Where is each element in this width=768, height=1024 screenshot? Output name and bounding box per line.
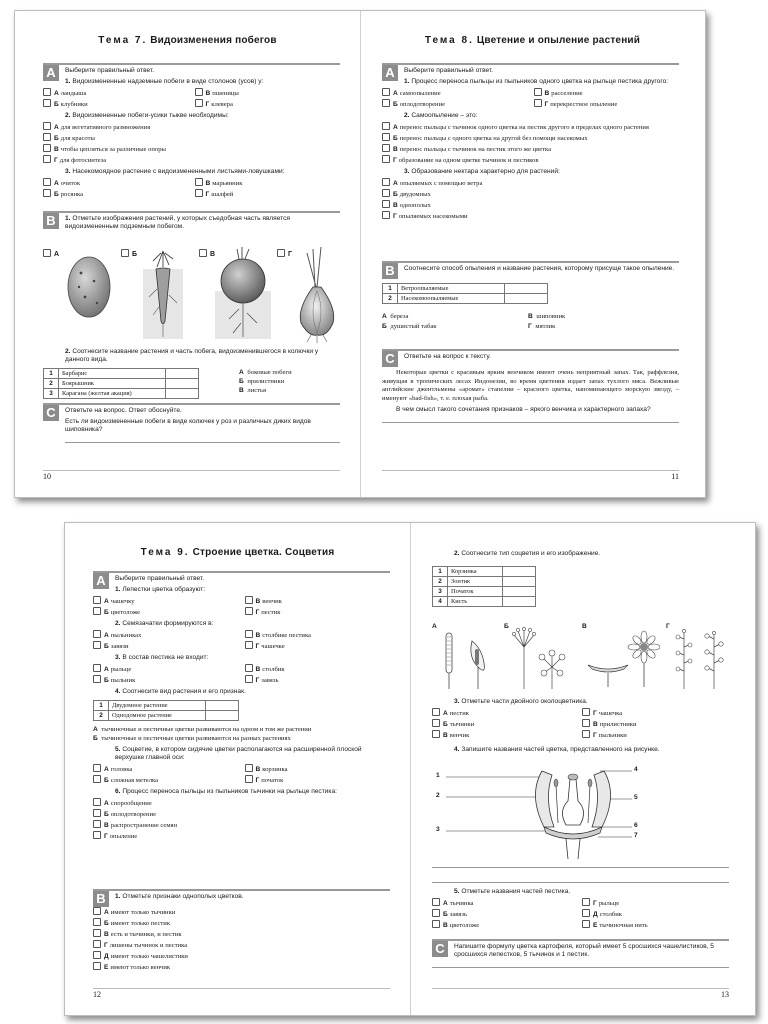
checkbox[interactable] <box>93 951 101 959</box>
checkbox[interactable] <box>93 764 101 772</box>
options-q1 <box>43 88 340 109</box>
checkbox[interactable] <box>93 962 101 970</box>
picture-label-g: Г <box>666 623 670 630</box>
option-a[interactable]: А опыляемых с помощью ветра <box>382 178 679 188</box>
option-b[interactable]: Б оплодотворение <box>382 99 528 109</box>
answer-b: Б тычиночные и пестичные цветки развиваются на разных растениях <box>93 735 291 742</box>
answer-cell[interactable] <box>503 587 536 597</box>
checkbox[interactable] <box>382 88 390 96</box>
checkbox[interactable] <box>93 918 101 926</box>
options-q2 <box>93 630 390 651</box>
question-1: 1. Отметьте изображения растений, у которых съедобная часть является видоизмененным подземным побегом. <box>65 215 290 230</box>
checkbox[interactable] <box>382 133 390 141</box>
option-g[interactable]: Г для фотосинтеза <box>43 155 340 165</box>
picture-label-a: А <box>432 623 437 630</box>
page-number: 11 <box>671 472 679 481</box>
table-row: 3 Початок <box>433 587 536 597</box>
option-v[interactable]: В венчик <box>245 596 391 606</box>
section-b <box>382 261 679 331</box>
answer-cell[interactable] <box>505 284 548 294</box>
option-g[interactable]: Г початок <box>245 775 391 785</box>
section-letter: C <box>43 405 59 421</box>
answer-a: А береза <box>382 313 409 320</box>
checkbox[interactable] <box>432 730 440 738</box>
option-g[interactable]: Г чашечка <box>582 708 729 718</box>
checkbox[interactable] <box>93 907 101 915</box>
answer-cell[interactable] <box>166 379 199 389</box>
options-q2 <box>382 122 679 165</box>
answer-list <box>93 725 390 743</box>
footer-rule <box>43 470 340 471</box>
table-row: 1 Корзинка <box>433 567 536 577</box>
option-a[interactable]: А ландыша <box>43 88 189 98</box>
checkbox[interactable] <box>382 99 390 107</box>
option-v[interactable]: В марьянник <box>195 178 341 188</box>
checkbox[interactable] <box>93 664 101 672</box>
option-b[interactable]: Б цветоложе <box>93 607 239 617</box>
option-a[interactable]: А спорообщение <box>93 798 390 808</box>
picture-option-a[interactable]: А <box>43 243 59 261</box>
checkbox[interactable] <box>199 249 207 257</box>
section-c <box>432 939 729 968</box>
flower-structure-picture <box>432 761 732 861</box>
option-v[interactable]: В чтобы цепляться за различные опоры <box>43 144 340 154</box>
checkbox[interactable] <box>382 155 390 163</box>
question-3: 3. Образование нектара характерно для растений: <box>404 168 560 175</box>
checkbox[interactable] <box>93 929 101 937</box>
reading-passage: Некоторые цветки с красивым ярким венчиком имеют очень неприятный запах. Так, раффлезия, живущая в тропических лесах Индонезии, во время цветения издает запах тухлого мяса. Вежливые английские джентльмены «аромат» стапелии – красного цветка, напоминающего морскую звезду, – именуют «bad-fish», т. е. плохая рыба. <box>382 369 679 402</box>
options-q3 <box>432 708 729 740</box>
option-v[interactable]: В однополых <box>382 200 679 210</box>
checkbox[interactable] <box>382 211 390 219</box>
section-letter: B <box>382 263 398 279</box>
checkbox[interactable] <box>195 99 203 107</box>
option-v[interactable]: В столбике пестика <box>245 630 391 640</box>
options-b1 <box>93 907 390 972</box>
option-g[interactable]: Г чашечке <box>245 641 391 651</box>
section-letter: A <box>382 65 398 81</box>
option-v[interactable]: В корзинка <box>245 764 391 774</box>
checkbox[interactable] <box>382 144 390 152</box>
checkbox[interactable] <box>195 189 203 197</box>
question-2: 2. Видоизмененные побеги-усики тыкве необходимы: <box>65 112 229 119</box>
table-row: 2 Боярышник <box>44 379 199 389</box>
workbook-spread-pages-10-11 <box>14 10 706 498</box>
question-2: 2. Соотнесите название растения и часть побега, видоизменившегося в колючки у данного вида. <box>65 348 319 363</box>
checkbox[interactable] <box>432 719 440 727</box>
question-3: 3. Насекомоядное растение с видоизмененными листьями-ловушками: <box>65 168 285 175</box>
option-a[interactable]: А головка <box>93 764 239 774</box>
question-1: 1. Процесс переноса пыльцы из пыльников одного цветка на рыльце пестика другого: <box>404 78 669 85</box>
answer-a: А боковые побеги <box>239 369 292 376</box>
checkbox[interactable] <box>582 909 590 917</box>
checkbox[interactable] <box>245 641 253 649</box>
question-1: 1. Лепестки цветка образуют: <box>115 586 206 593</box>
checkbox[interactable] <box>93 809 101 817</box>
options-q1 <box>93 596 390 617</box>
section-letter: C <box>432 941 448 957</box>
inflorescence-pictures <box>432 623 732 695</box>
section-c <box>382 349 679 423</box>
section-instruction: Выберите правильный ответ. <box>65 67 155 74</box>
part-label: 4 <box>634 766 638 773</box>
option-a[interactable]: А рыльце <box>93 664 239 674</box>
section-instruction: Ответьте на вопрос. Ответ обоснуйте. <box>65 407 182 414</box>
checkbox[interactable] <box>43 189 51 197</box>
checkbox[interactable] <box>432 708 440 716</box>
page-number: 12 <box>93 990 101 999</box>
option-v[interactable]: В распространение семян <box>93 820 390 830</box>
capitulum-picture <box>584 629 660 689</box>
option-g2[interactable]: Г пыльники <box>582 730 729 740</box>
picture-option-b[interactable]: Б <box>121 243 137 261</box>
checkbox[interactable] <box>93 775 101 783</box>
option-a[interactable]: А пыльниках <box>93 630 239 640</box>
answer-g: Г мятлик <box>528 323 556 330</box>
option-a[interactable]: А для вегетативного размножения <box>43 122 340 132</box>
checkbox[interactable] <box>93 641 101 649</box>
option-a[interactable]: А тычинка <box>432 898 576 908</box>
checkbox[interactable] <box>93 675 101 683</box>
checkbox[interactable] <box>245 607 253 615</box>
checkbox[interactable] <box>93 630 101 638</box>
checkbox[interactable] <box>534 99 542 107</box>
option-v[interactable]: В есть и тычинки, и пестик <box>93 929 390 939</box>
question-5: 5. Отметьте названия частей пестика. <box>454 888 571 895</box>
part-label: 5 <box>634 794 638 801</box>
section-a <box>93 571 390 841</box>
picture-label-b: Б <box>504 623 509 630</box>
section-instruction: Соотнесите способ опыления и название растения, которому присуще такое опыление. <box>404 265 675 272</box>
checkbox[interactable] <box>93 798 101 806</box>
option-a[interactable]: А имеют только тычинки <box>93 907 390 917</box>
answer-list <box>239 368 292 395</box>
checkbox[interactable] <box>582 898 590 906</box>
question-2-block <box>432 547 729 607</box>
option-b[interactable]: Б имеют только пестик <box>93 918 390 928</box>
checkbox[interactable] <box>432 898 440 906</box>
checkbox[interactable] <box>245 630 253 638</box>
question-2: 2. Самоопыление – это: <box>404 112 478 119</box>
options-q6 <box>93 798 390 841</box>
options-q3 <box>43 178 340 199</box>
option-b[interactable]: Б клубники <box>43 99 189 109</box>
option-v[interactable]: В столбик <box>245 664 391 674</box>
question-2: 2. Семязачатки формируются в: <box>115 620 214 627</box>
question-4: 4. Запишите названия частей цветка, представленного на рисунке. <box>454 746 660 753</box>
option-b[interactable]: Б завязи <box>93 641 239 651</box>
answer-lines <box>432 859 729 883</box>
answer-line[interactable] <box>432 859 729 868</box>
answer-line[interactable] <box>432 959 729 968</box>
page-10 <box>15 11 361 497</box>
checkbox[interactable] <box>582 730 590 738</box>
option-b[interactable]: Б двудомных <box>382 189 679 199</box>
option-g[interactable]: Г опыление <box>93 831 390 841</box>
checkbox[interactable] <box>43 178 51 186</box>
workbook-spread-pages-12-13 <box>64 522 756 1016</box>
table-row: 4 Кисть <box>433 597 536 607</box>
option-g[interactable]: Г рыльце <box>582 898 729 908</box>
part-label: 3 <box>436 826 440 833</box>
checkbox[interactable] <box>43 122 51 130</box>
answer-b: Б душистый табак <box>382 323 437 330</box>
option-v[interactable]: В цветоложе <box>432 920 576 930</box>
option-b[interactable]: Б сложная метелка <box>93 775 239 785</box>
answer-cell[interactable] <box>503 577 536 587</box>
option-b[interactable]: Б оплодотворение <box>93 809 390 819</box>
option-v[interactable]: В пшеницы <box>195 88 341 98</box>
answer-line[interactable] <box>65 434 340 443</box>
option-g[interactable]: Г шалфей <box>195 189 341 199</box>
option-b[interactable]: Б перенос пыльцы с одного цветка на другой без помощи насекомых <box>382 133 679 143</box>
checkbox[interactable] <box>245 664 253 672</box>
option-a[interactable]: А самоопыление <box>382 88 528 98</box>
question-4: 4. Соотнесите вид растения и его признак. <box>115 688 246 695</box>
question-3: 3. В состав пестика не входит: <box>115 654 209 661</box>
section-b <box>93 889 390 972</box>
checkbox[interactable] <box>382 189 390 197</box>
question-5-block <box>432 885 729 930</box>
section-instruction: Выберите правильный ответ. <box>404 67 494 74</box>
option-g[interactable]: Г завязь <box>245 675 391 685</box>
answer-cell[interactable] <box>166 389 199 399</box>
checkbox[interactable] <box>93 607 101 615</box>
raceme-picture <box>672 627 732 691</box>
section-letter: B <box>43 213 59 229</box>
footer-rule <box>93 988 390 989</box>
question-2: 2. Соотнесите тип соцветия и его изображение. <box>454 550 601 557</box>
answer-v: В шиповник <box>528 313 566 320</box>
table-row: 1 Барбарис <box>44 369 199 379</box>
matching-table <box>93 700 239 721</box>
section-letter: B <box>93 891 109 907</box>
option-b[interactable]: Б росянка <box>43 189 189 199</box>
option-b[interactable]: Б пыльник <box>93 675 239 685</box>
option-v[interactable]: В перенос пыльцы с тычинок на пестик этого же цветка <box>382 144 679 154</box>
beet-picture <box>215 247 271 339</box>
section-a <box>43 63 340 199</box>
checkbox[interactable] <box>382 178 390 186</box>
section-letter: A <box>93 573 109 589</box>
checkbox[interactable] <box>43 249 51 257</box>
checkbox[interactable] <box>245 775 253 783</box>
page-title: Тема 7. Видоизменения побегов <box>98 35 277 46</box>
answer-line[interactable] <box>382 414 679 423</box>
checkbox[interactable] <box>432 920 440 928</box>
table-row: 1 Ветроопыляемые <box>383 284 548 294</box>
page-title: Тема 8. Цветение и опыление растений <box>424 35 641 46</box>
section-instruction: Выберите правильный ответ. <box>115 575 205 582</box>
options-q5 <box>432 898 729 930</box>
option-e[interactable]: Е имеют только венчик <box>93 962 390 972</box>
option-a[interactable]: А перенос пыльцы с тычинок одного цветка на пестик другого в пределах одного растения <box>382 122 679 132</box>
question-1: 1. Отметьте признаки однополых цветков. <box>115 893 244 900</box>
matching-table <box>43 368 199 399</box>
question-text: Есть ли видоизмененные побеги в виде колючек у роз и различных диких видов шиповника? <box>65 418 311 433</box>
checkbox[interactable] <box>534 88 542 96</box>
checkbox[interactable] <box>121 249 129 257</box>
part-label: 7 <box>634 832 638 839</box>
answer-a: А тычиночные и пестичные цветки развиваются на одном и том же растении <box>93 726 312 733</box>
question-1: 1. Видоизмененные надземные побеги в виде столонов (усов) у: <box>65 78 264 85</box>
part-label: 6 <box>634 822 638 829</box>
answer-cell[interactable] <box>206 711 239 721</box>
option-g[interactable]: Г пестик <box>245 607 391 617</box>
question-5: 5. Соцветие, в котором сидячие цветки располагаются на расширенной плоской верхушке главной оси: <box>115 746 362 761</box>
page-11 <box>360 11 705 497</box>
checkbox[interactable] <box>582 719 590 727</box>
part-label: 2 <box>436 792 440 799</box>
checkbox[interactable] <box>195 178 203 186</box>
page-12 <box>65 523 411 1015</box>
checkbox[interactable] <box>582 920 590 928</box>
answer-cell[interactable] <box>505 294 548 304</box>
answer-line[interactable] <box>432 874 729 883</box>
checkbox[interactable] <box>93 596 101 604</box>
checkbox[interactable] <box>245 764 253 772</box>
answer-v: В листья <box>239 387 267 394</box>
option-b[interactable]: Б завязь <box>432 909 576 919</box>
checkbox[interactable] <box>93 940 101 948</box>
onion-picture <box>295 247 339 343</box>
option-d[interactable]: Д столбик <box>582 909 729 919</box>
answer-cell[interactable] <box>503 597 536 607</box>
plant-pictures <box>43 239 343 343</box>
checkbox[interactable] <box>582 708 590 716</box>
option-g[interactable]: Г опыляемых насекомыми <box>382 211 679 221</box>
section-instruction: Напишите формулу цветка картофеля, который имеет 5 сросшихся чашелистиков, 5 сросшихся лепестков, 5 тычинок и 1 пестик. <box>454 943 714 958</box>
option-b[interactable]: Б тычинки <box>432 719 576 729</box>
section-b <box>43 211 340 231</box>
section-instruction: Ответьте на вопрос к тексту. <box>404 353 491 360</box>
option-g[interactable]: Г образование на одном цветке тычинок и пестиков <box>382 155 679 165</box>
option-d[interactable]: Д имеют только чашелистики <box>93 951 390 961</box>
option-v2[interactable]: В венчик <box>432 730 576 740</box>
question-b2-block <box>43 345 340 404</box>
option-g[interactable]: Г клевера <box>195 99 341 109</box>
checkbox[interactable] <box>245 596 253 604</box>
flower-diagram <box>432 761 732 861</box>
question-text: В чем смысл такого сочетания признаков – яркого венчика и характерного запаха? <box>396 406 651 414</box>
table-row: 3 Карагана (желтая акация) <box>44 389 199 399</box>
option-a[interactable]: А очиток <box>43 178 189 188</box>
options-q1 <box>382 88 679 109</box>
checkbox[interactable] <box>43 133 51 141</box>
part-label: 1 <box>436 772 440 779</box>
table-row: 1 Двудомное растение <box>94 701 239 711</box>
answer-cell[interactable] <box>503 567 536 577</box>
page-13 <box>410 523 755 1015</box>
checkbox[interactable] <box>277 249 285 257</box>
answer-list <box>382 312 679 331</box>
checkbox[interactable] <box>195 88 203 96</box>
page-number: 10 <box>43 472 51 481</box>
option-b[interactable]: Б для красоты <box>43 133 340 143</box>
options-q2 <box>43 122 340 165</box>
checkbox[interactable] <box>245 675 253 683</box>
checkbox[interactable] <box>43 144 51 152</box>
table-row: 2 Насекомоопыляемые <box>383 294 548 304</box>
matching-table <box>382 283 548 304</box>
table-row: 2 Однодомное растение <box>94 711 239 721</box>
checkbox[interactable] <box>93 831 101 839</box>
table-row: 2 Зонтик <box>433 577 536 587</box>
checkbox[interactable] <box>93 820 101 828</box>
option-v[interactable]: В расселение <box>534 88 680 98</box>
checkbox[interactable] <box>43 155 51 163</box>
answer-cell[interactable] <box>206 701 239 711</box>
carrot-picture <box>143 249 183 339</box>
question-3: 3. Отметьте части двойного околоцветника. <box>454 698 588 705</box>
question-6: 6. Процесс переноса пыльцы из пыльников тычинки на рыльце пестика: <box>115 788 337 795</box>
options-q3 <box>93 664 390 685</box>
checkbox[interactable] <box>382 200 390 208</box>
page-title: Тема 9. Строение цветка. Соцветия <box>140 547 335 558</box>
option-a[interactable]: А чашечку <box>93 596 239 606</box>
spadix-picture <box>438 627 490 691</box>
footer-rule <box>382 470 679 471</box>
section-letter: A <box>43 65 59 81</box>
option-g[interactable]: Г перекрестное опыление <box>534 99 680 109</box>
answer-cell[interactable] <box>166 369 199 379</box>
potato-picture <box>61 253 117 321</box>
checkbox[interactable] <box>43 88 51 96</box>
option-v[interactable]: В прилистники <box>582 719 729 729</box>
answer-b: Б прилистники <box>239 378 285 385</box>
section-c <box>43 403 340 443</box>
option-g[interactable]: Г лишены тычинок и пестика <box>93 940 390 950</box>
options-q5 <box>93 764 390 785</box>
matching-table <box>432 566 536 607</box>
question-3-block <box>432 695 729 754</box>
footer-rule <box>432 988 729 989</box>
page-number: 13 <box>721 990 729 999</box>
checkbox[interactable] <box>43 99 51 107</box>
options-q3 <box>382 178 679 221</box>
picture-label-v: В <box>582 623 587 630</box>
checkbox[interactable] <box>432 909 440 917</box>
checkbox[interactable] <box>382 122 390 130</box>
picture-option-g[interactable]: Г <box>277 243 292 261</box>
section-letter: C <box>382 351 398 367</box>
option-a[interactable]: А пестик <box>432 708 576 718</box>
option-e[interactable]: Е тычиночная нить <box>582 920 729 930</box>
umbel-picture <box>512 627 570 691</box>
section-a <box>382 63 679 221</box>
picture-option-v[interactable]: В <box>199 243 215 261</box>
